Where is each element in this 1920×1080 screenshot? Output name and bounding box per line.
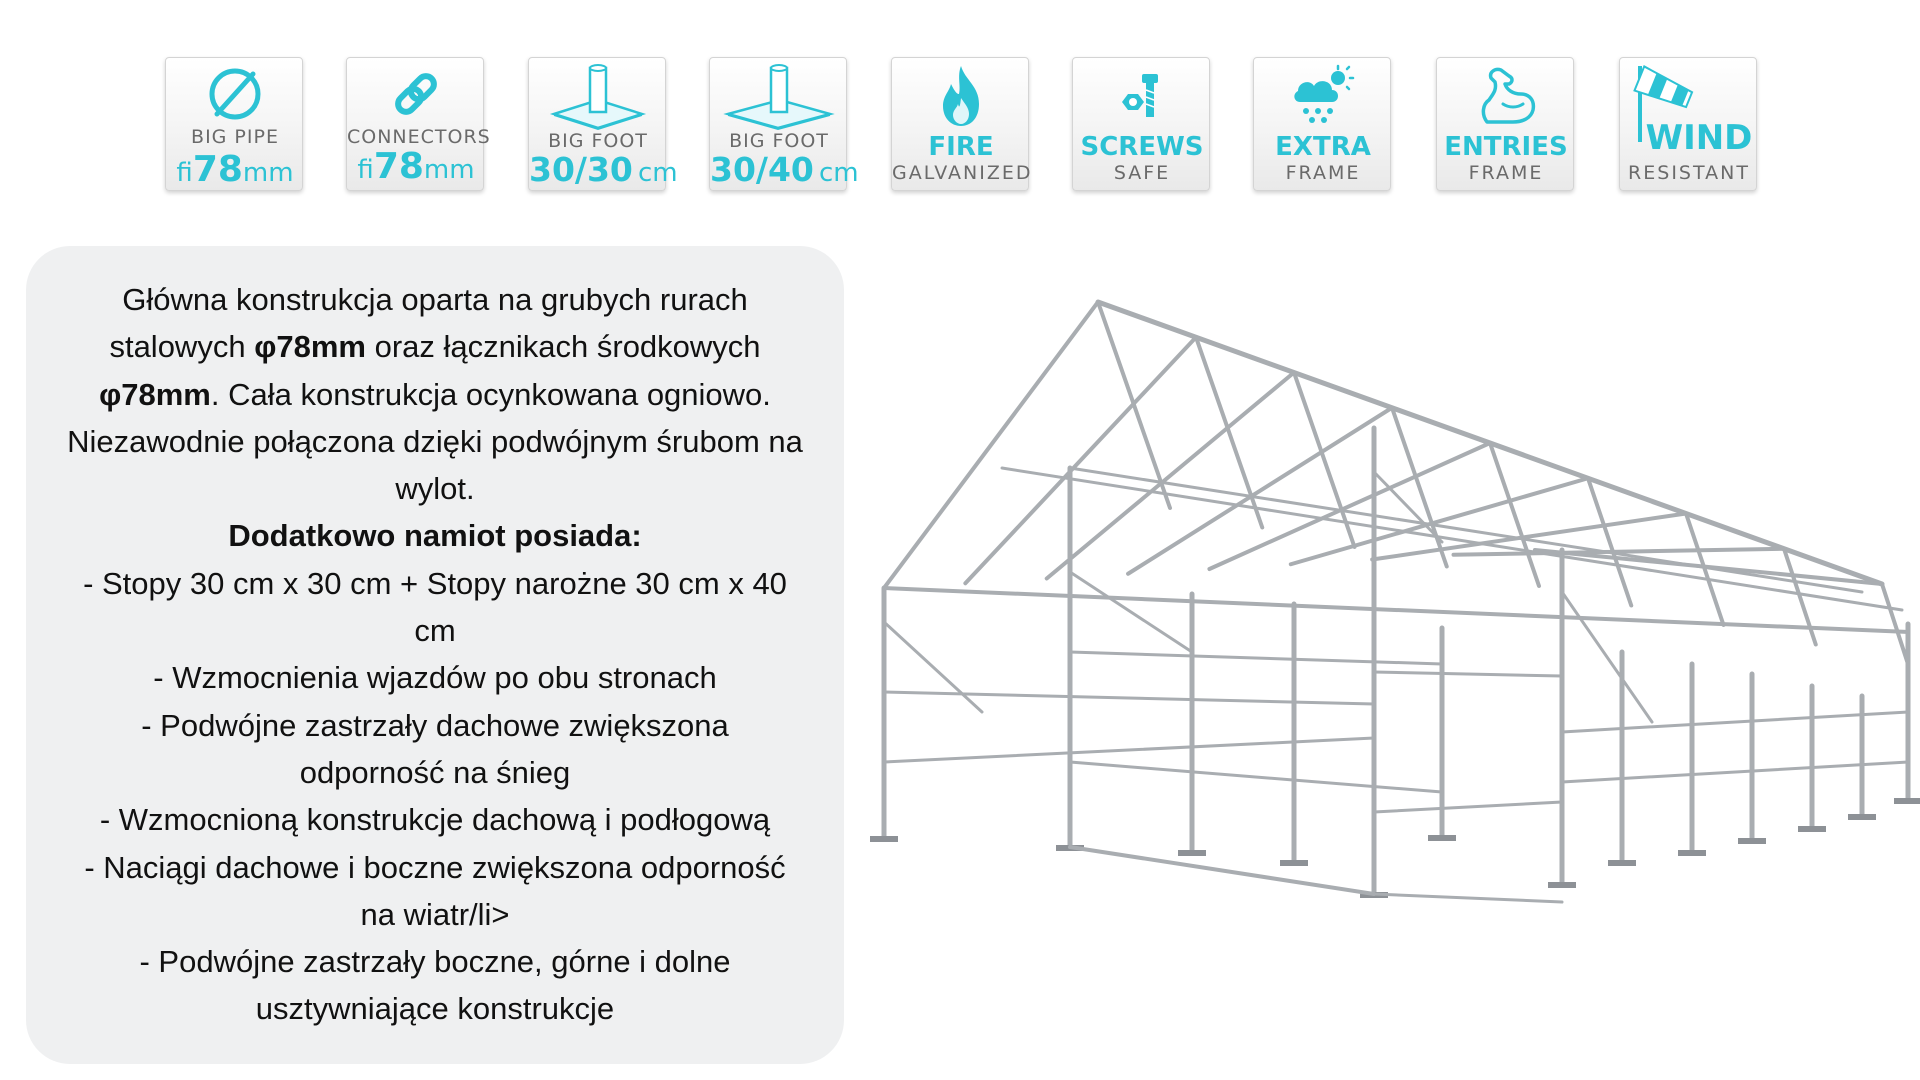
flame-icon <box>892 64 1030 126</box>
badge-value: 30/40 cm <box>710 150 859 189</box>
foot-plate-icon <box>710 64 848 126</box>
badge-sub-label: FRAME <box>1285 162 1361 184</box>
feature-item: - Naciągi dachowe i boczne zwiększona odporność na wiatr/li> <box>84 849 786 932</box>
feature-item: - Podwójne zastrzały dachowe zwiększona odporność na śnieg <box>141 707 729 790</box>
badge-sub-label: GALVANIZED <box>892 162 1033 184</box>
badge-extra-frame <box>1253 57 1391 191</box>
badge-word: EXTRA <box>1275 132 1371 162</box>
badge-value: 30/30 cm <box>529 150 678 189</box>
windsock-icon <box>1620 62 1758 124</box>
badge-top-label: BIG FOOT <box>548 130 648 152</box>
badge-wind-resistant <box>1619 57 1757 191</box>
badge-sub-label: FRAME <box>1468 162 1544 184</box>
bolt-nut-icon <box>1073 64 1211 126</box>
badge-screws-safe <box>1072 57 1210 191</box>
badge-connectors <box>346 57 491 191</box>
badge-top-label: BIG PIPE <box>191 126 279 148</box>
badge-big-foot-30-40 <box>709 57 859 191</box>
feature-badges-row <box>165 57 1765 197</box>
tent-frame-image <box>862 292 1920 932</box>
features-heading: Dodatkowo namiot posiada: <box>228 518 642 554</box>
pipe-diameter: φ78mm <box>254 329 366 365</box>
badge-top-label: CONNECTORS <box>347 126 491 148</box>
snow-cloud-sun-icon <box>1254 64 1392 126</box>
badge-value: fi78mm <box>176 149 294 190</box>
badge-word: FIRE <box>928 132 994 162</box>
feature-item: - Stopy 30 cm x 30 cm + Stopy narożne 30 cm x 40 cm <box>83 565 787 649</box>
badge-word: ENTRIES <box>1444 132 1568 162</box>
feature-item: - Wzmocnioną konstrukcje dachową i podłogową <box>99 802 771 838</box>
badge-sub-label: RESISTANT <box>1628 162 1750 184</box>
feature-item: - Wzmocnienia wjazdów po obu stronach <box>153 660 717 696</box>
chain-link-icon <box>347 64 485 126</box>
intro-paragraph: Główna konstrukcja oparta na grubych rurach stalowych φ78mm oraz łącznikach środkowych φ78mm. Cała konstrukcja ocynkowana ogniowo. Niezawodnie połączona dzięki podwójnym śrubom na wylot. <box>67 282 803 507</box>
badge-big-pipe <box>165 57 303 191</box>
badge-word: WIND <box>1645 118 1753 158</box>
description-panel <box>26 246 844 1064</box>
badge-entries-frame <box>1436 57 1574 191</box>
flexed-arm-icon <box>1437 64 1575 126</box>
badge-sub-label: SAFE <box>1113 162 1171 184</box>
foot-plate-icon <box>529 64 667 126</box>
badge-fire-galvanized <box>891 57 1033 191</box>
feature-item: - Podwójne zastrzały boczne, górne i dolne usztywniające konstrukcje <box>139 944 731 1027</box>
badge-top-label: BIG FOOT <box>729 130 829 152</box>
connector-diameter: φ78mm <box>99 376 211 412</box>
no-diameter-icon <box>166 64 304 126</box>
badge-big-foot-30-30 <box>528 57 678 191</box>
badge-word: SCREWS <box>1080 132 1204 162</box>
badge-value: fi78mm <box>357 146 475 187</box>
tent-frame-drawing <box>862 292 1920 932</box>
